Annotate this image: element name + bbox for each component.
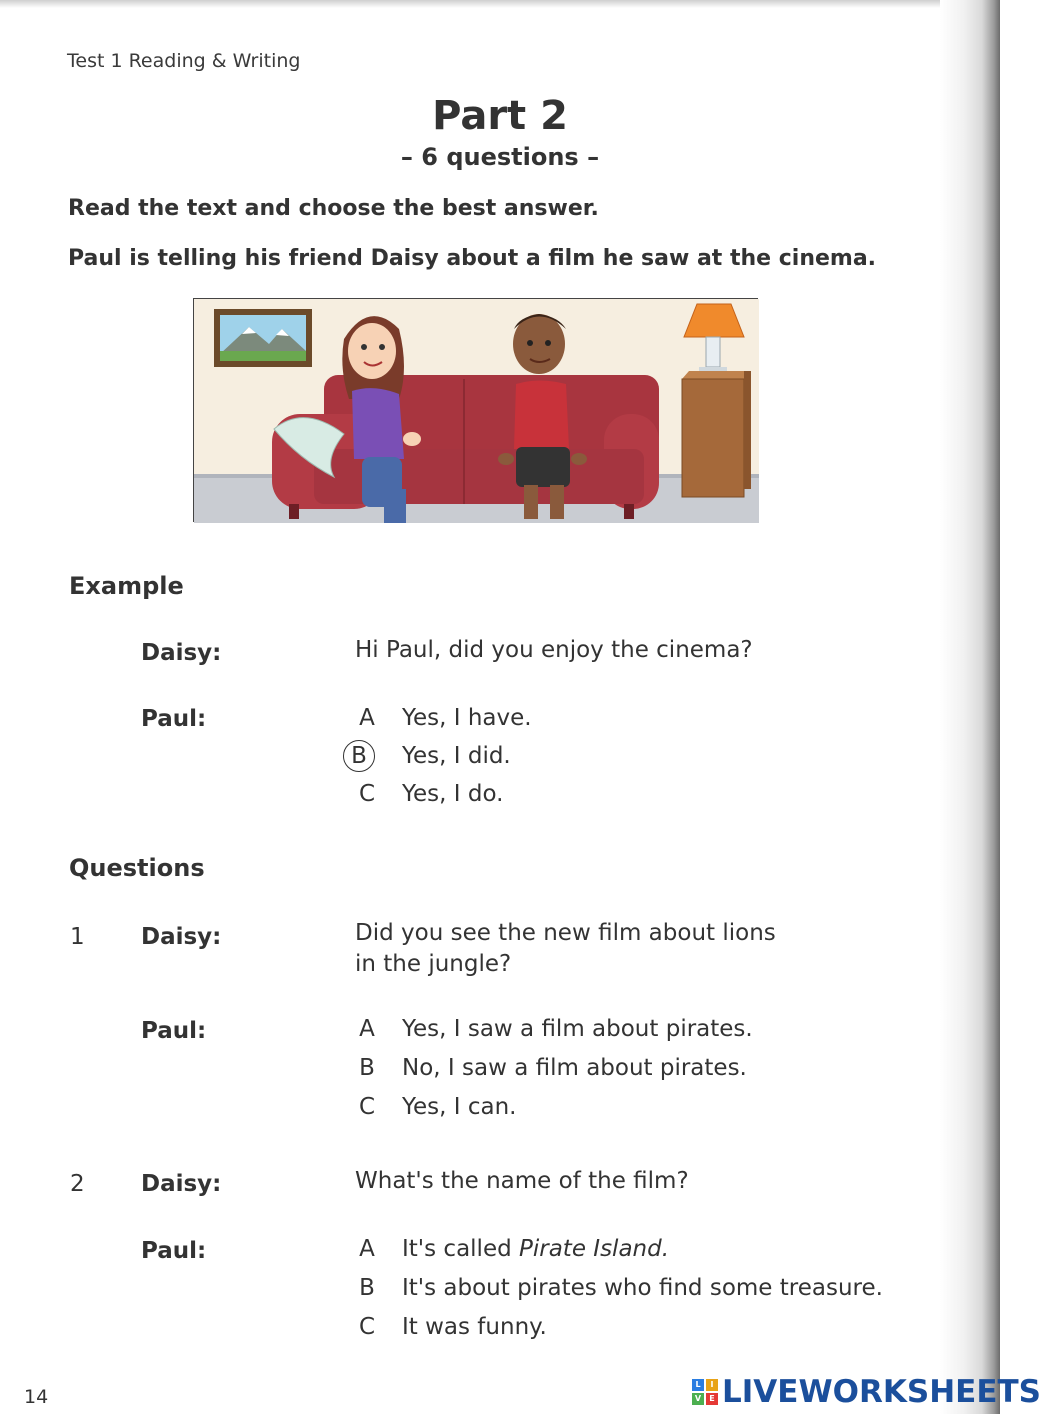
brand-name: LIVEWORKSHEETS <box>722 1374 1041 1410</box>
liveworksheets-logo[interactable] <box>692 1374 1041 1410</box>
example-speaker-daisy: Daisy: <box>141 640 222 666</box>
example-option-text-c[interactable]: Yes, I do. <box>402 781 504 807</box>
page-number: 14 <box>24 1386 49 1408</box>
question-1-option-letter-b[interactable]: B <box>359 1055 375 1081</box>
question-2-number: 2 <box>70 1171 85 1197</box>
brand-grid-cell: L <box>692 1379 704 1391</box>
instruction-1: Read the text and choose the best answer. <box>68 196 599 221</box>
question-2-option-text-a[interactable] <box>402 1236 669 1262</box>
part-subtitle: – 6 questions – <box>400 143 600 171</box>
question-1-option-text-b[interactable]: No, I saw a film about pirates. <box>402 1055 747 1081</box>
example-heading: Example <box>69 572 184 600</box>
mountain-picture-icon <box>214 309 312 367</box>
question-1-speaker-paul: Paul: <box>141 1018 207 1044</box>
question-1-option-text-a[interactable]: Yes, I saw a film about pirates. <box>402 1016 753 1042</box>
liveworksheets-grid-icon <box>692 1379 718 1405</box>
example-option-text-b[interactable]: Yes, I did. <box>402 743 511 769</box>
example-option-letter-a[interactable]: A <box>359 705 375 731</box>
example-prompt: Hi Paul, did you enjoy the cinema? <box>355 637 753 663</box>
question-2-option-text-c[interactable]: It was funny. <box>402 1314 547 1340</box>
question-2-option-letter-c[interactable]: C <box>358 1314 376 1340</box>
page-binding-shadow <box>940 0 1000 1414</box>
question-2-speaker-paul: Paul: <box>141 1238 207 1264</box>
example-option-letter-b-circled[interactable]: B <box>343 740 375 772</box>
page-top-edge <box>0 0 1000 8</box>
living-room-illustration <box>193 298 758 522</box>
brand-grid-cell: I <box>706 1379 718 1391</box>
instruction-2: Paul is telling his friend Daisy about a film he saw at the cinema. <box>68 246 877 271</box>
questions-heading: Questions <box>69 854 205 882</box>
example-speaker-paul: Paul: <box>141 706 207 732</box>
brand-grid-cell: E <box>706 1393 718 1405</box>
question-2-speaker-daisy: Daisy: <box>141 1171 222 1197</box>
question-1-prompt-line-1: Did you see the new film about lions <box>355 920 776 946</box>
question-1-option-text-c[interactable]: Yes, I can. <box>402 1094 517 1120</box>
option-a-prefix: It's called <box>402 1236 519 1262</box>
question-1-speaker-daisy: Daisy: <box>141 924 222 950</box>
example-option-letter-c[interactable]: C <box>358 781 376 807</box>
example-option-text-a[interactable]: Yes, I have. <box>402 705 532 731</box>
question-1-option-letter-a[interactable]: A <box>359 1016 375 1042</box>
film-title: Pirate Island. <box>519 1236 670 1262</box>
question-1-prompt-line-2: in the jungle? <box>355 951 512 977</box>
part-title: Part 2 <box>432 93 568 139</box>
question-1-number: 1 <box>70 924 85 950</box>
brand-grid-cell: V <box>692 1393 704 1405</box>
question-2-option-text-b[interactable]: It's about pirates who find some treasure. <box>402 1275 883 1301</box>
question-2-option-letter-b[interactable]: B <box>359 1275 375 1301</box>
question-2-option-letter-a[interactable]: A <box>359 1236 375 1262</box>
question-1-option-letter-c[interactable]: C <box>358 1094 376 1120</box>
question-2-prompt: What's the name of the film? <box>355 1168 689 1194</box>
side-table-icon <box>682 371 751 497</box>
page-header: Test 1 Reading & Writing <box>67 50 301 72</box>
